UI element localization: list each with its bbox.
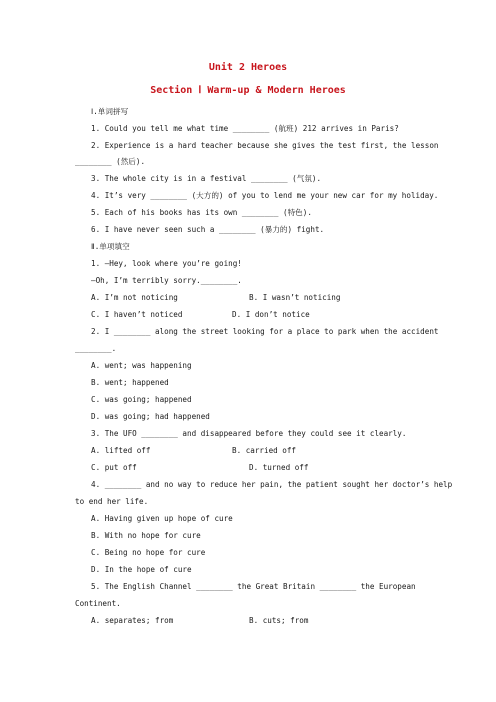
question-4-cont: to end her life. [75, 497, 149, 506]
q2-option-b: B. went; happened [91, 378, 169, 387]
q4-option-d: D. In the hope of cure [91, 565, 192, 574]
q2-option-a: A. went; was happening [91, 361, 192, 370]
q5-option-a: A. separates; from [91, 616, 174, 625]
q1-option-d: D. I don’t notice [232, 310, 310, 319]
question-2-cont: ________. [75, 344, 117, 353]
q1-option-c: C. I haven’t noticed [91, 310, 183, 319]
question-1-reply: —Oh, I’m terribly sorry.________. [91, 276, 242, 285]
q3-option-a: A. lifted off [91, 446, 151, 455]
question-5: 5. The English Channel ________ the Great Britain ________ the European [91, 582, 416, 591]
question-3: 3. The UFO ________ and disappeared before they could see it clearly. [91, 429, 407, 438]
q4-option-b: B. With no hope for cure [91, 531, 201, 540]
page-title: Unit 2 Heroes [208, 62, 288, 73]
question-2: 2. I ________ along the street looking for a place to park when the accident [91, 327, 439, 336]
q1-option-a: A. I’m not noticing [91, 293, 178, 302]
part1-heading: Ⅰ.单词拼写 [91, 107, 129, 116]
q5-option-b: B. cuts; from [249, 616, 309, 625]
part2-heading: Ⅱ.单项填空 [91, 242, 130, 251]
q4-option-a: A. Having given up hope of cure [91, 514, 233, 523]
question-1: 1. —Hey, look where you’re going! [91, 259, 242, 268]
q3-option-c: C. put off [91, 463, 137, 472]
q2-option-d: D. was going; had happened [91, 412, 210, 421]
vocab-item-5: 5. Each of his books has its own ________ (特色). [91, 208, 312, 217]
q2-option-c: C. was going; happened [91, 395, 192, 404]
question-4: 4. ________ and no way to reduce her pain, the patient sought her doctor’s help [91, 480, 453, 489]
section-title: Section Ⅰ Warm-up & Modern Heroes [150, 85, 346, 96]
question-5-cont: Continent. [75, 599, 121, 608]
vocab-item-4: 4. It’s very ________ (大方的) of you to lend me your new car for my holiday. [91, 191, 439, 200]
vocab-item-3: 3. The whole city is in a festival ________ (气氛). [91, 174, 322, 183]
q1-option-b: B. I wasn’t noticing [249, 293, 341, 302]
vocab-item-2-cont: ________ (然后). [75, 157, 146, 166]
vocab-item-1: 1. Could you tell me what time ________ (航班) 212 arrives in Paris? [91, 124, 399, 133]
q3-option-d: D. turned off [249, 463, 309, 472]
q3-option-b: B. carried off [232, 446, 297, 455]
vocab-item-6: 6. I have never seen such a ________ (暴力的) fight. [91, 225, 325, 234]
q4-option-c: C. Being no hope for cure [91, 548, 206, 557]
vocab-item-2: 2. Experience is a hard teacher because she gives the test first, the lesson [91, 141, 439, 150]
